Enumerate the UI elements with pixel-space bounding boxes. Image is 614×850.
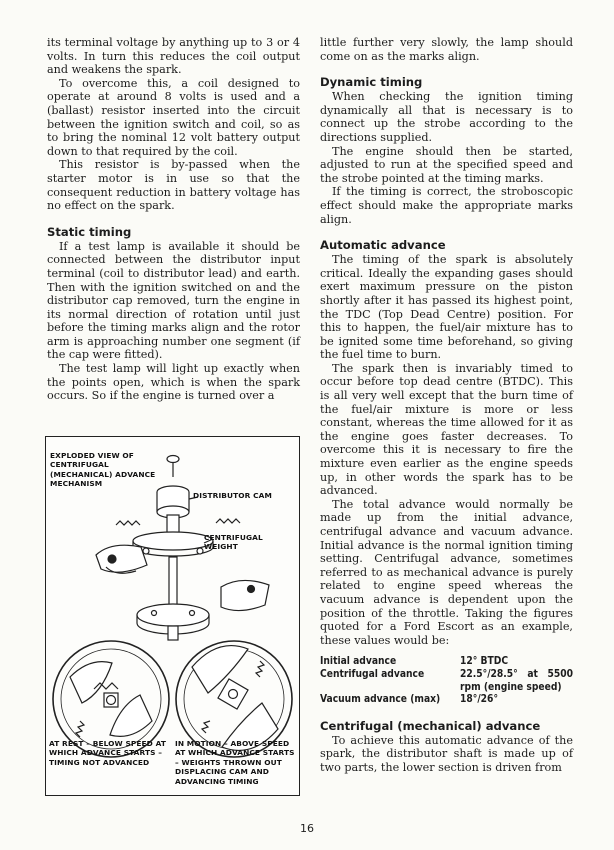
paragraph: If a test lamp is available it should be connected between the distributor input terminal (coil to distributor lead) and earth. Then with the ignition switched on and the distributor cap removed, turn the engine in its normal direction of rotation until just before the timing marks align and the rotor arm is approaching number one segment (if the cap were fitted).: [47, 239, 300, 362]
table-row: [320, 656, 573, 669]
label-distributor-cam: DISTRIBUTOR CAM: [193, 491, 272, 500]
left-column: [47, 36, 300, 403]
paragraph: The spark then is invariably timed to occur before top dead centre (BTDC). This is all very well except that the burn time of the fuel/air mixture is more or less constant, whereas the time allowed for it as the engine goes faster decreases. To overcome this it is necessary to fire the mixture even earlier as the engine speeds up, in other words the spark has to be advanced.: [320, 361, 573, 498]
paragraph: little further very slowly, the lamp should come on as the marks align.: [320, 36, 573, 63]
table-row: [320, 694, 573, 707]
paragraph: To overcome this, a coil designed to operate at around 8 volts is used and a (ballast) resistor inserted into the circuit between the ignition switch and coil, so as to bring the nominal 12 volt battery output down to that required by the coil.: [47, 76, 300, 158]
section-heading-automatic-advance: Automatic advance: [320, 238, 446, 253]
paragraph: The timing of the spark is absolutely critical. Ideally the expanding gases should exert maximum pressure on the piston shortly after it has passed its highest point, the TDC (Top Dead Centre) position. For this to happen, the fuel/air mixture has to be ignited some time beforehand, so giving the fuel time to burn.: [320, 253, 573, 362]
paragraph: its terminal voltage by anything up to 3 or 4 volts. In turn this reduces the coil output and weakens the spark.: [47, 36, 300, 77]
caption-at-rest: AT REST – BELOW SPEED AT WHICH ADVANCE STARTS – TIMING NOT ADVANCED: [49, 739, 166, 767]
paragraph: The total advance would normally be made up from the initial advance, centrifugal advance and vacuum advance. Initial advance is the normal ignition timing setting. Centrifugal advance, sometimes referred to as mechanical advance is purely related to engine speed whereas the vacuum advance is dependent upon the position of the throttle. Taking the figures quoted for a Ford Escort as an example, these values would be:: [320, 497, 573, 647]
section-heading-centrifugal-advance: Centrifugal (mechanical) advance: [320, 718, 541, 733]
label-centrifugal-weight: CENTRIFUGAL WEIGHT: [204, 533, 263, 552]
value-label: Initial advance: [320, 656, 397, 668]
table-row: [320, 669, 573, 694]
paragraph: If the timing is correct, the stroboscopic effect should make the appropriate marks align.: [320, 185, 573, 226]
value-label: Vacuum advance (max): [320, 694, 441, 706]
value-figure: 12° BTDC: [460, 656, 509, 668]
value-label: Centrifugal advance: [320, 668, 425, 680]
section-heading-static-timing: Static timing: [47, 224, 132, 239]
paragraph: When checking the ignition timing dynamically all that is necessary is to connect up the strobe according to the directions supplied.: [320, 90, 573, 144]
paragraph: This resistor is by-passed when the starter motor is in use so that the consequent reduction in battery voltage has no effect on the spark.: [47, 158, 300, 213]
section-heading-dynamic-timing: Dynamic timing: [320, 75, 423, 90]
page-number: 16: [300, 822, 314, 835]
advance-values-table: [320, 656, 573, 706]
paragraph: The test lamp will light up exactly when the points open, which is when the spark occurs. So if the engine is turned over a: [47, 362, 300, 403]
advance-mechanism-figure: [45, 436, 300, 796]
value-figure: 18°/26°: [460, 694, 499, 706]
figure-title: EXPLODED VIEW OF CENTRIFUGAL (MECHANICAL) ADVANCE MECHANISM: [50, 451, 156, 489]
paragraph: The engine should then be started, adjusted to run at the specified speed and the strobe pointed at the timing marks.: [320, 144, 573, 185]
right-column: [320, 36, 573, 775]
caption-in-motion: IN MOTION – ABOVE SPEED AT WHICH ADVANCE STARTS – WEIGHTS THROWN OUT DISPLACING CAM AND ADVANCING TIMING: [175, 739, 295, 786]
value-figure: 22.5°/28.5° at 5500 rpm (engine speed): [460, 668, 573, 693]
paragraph: To achieve this automatic advance of the spark, the distributor shaft is made up of two parts, the lower section is driven from: [320, 733, 573, 774]
